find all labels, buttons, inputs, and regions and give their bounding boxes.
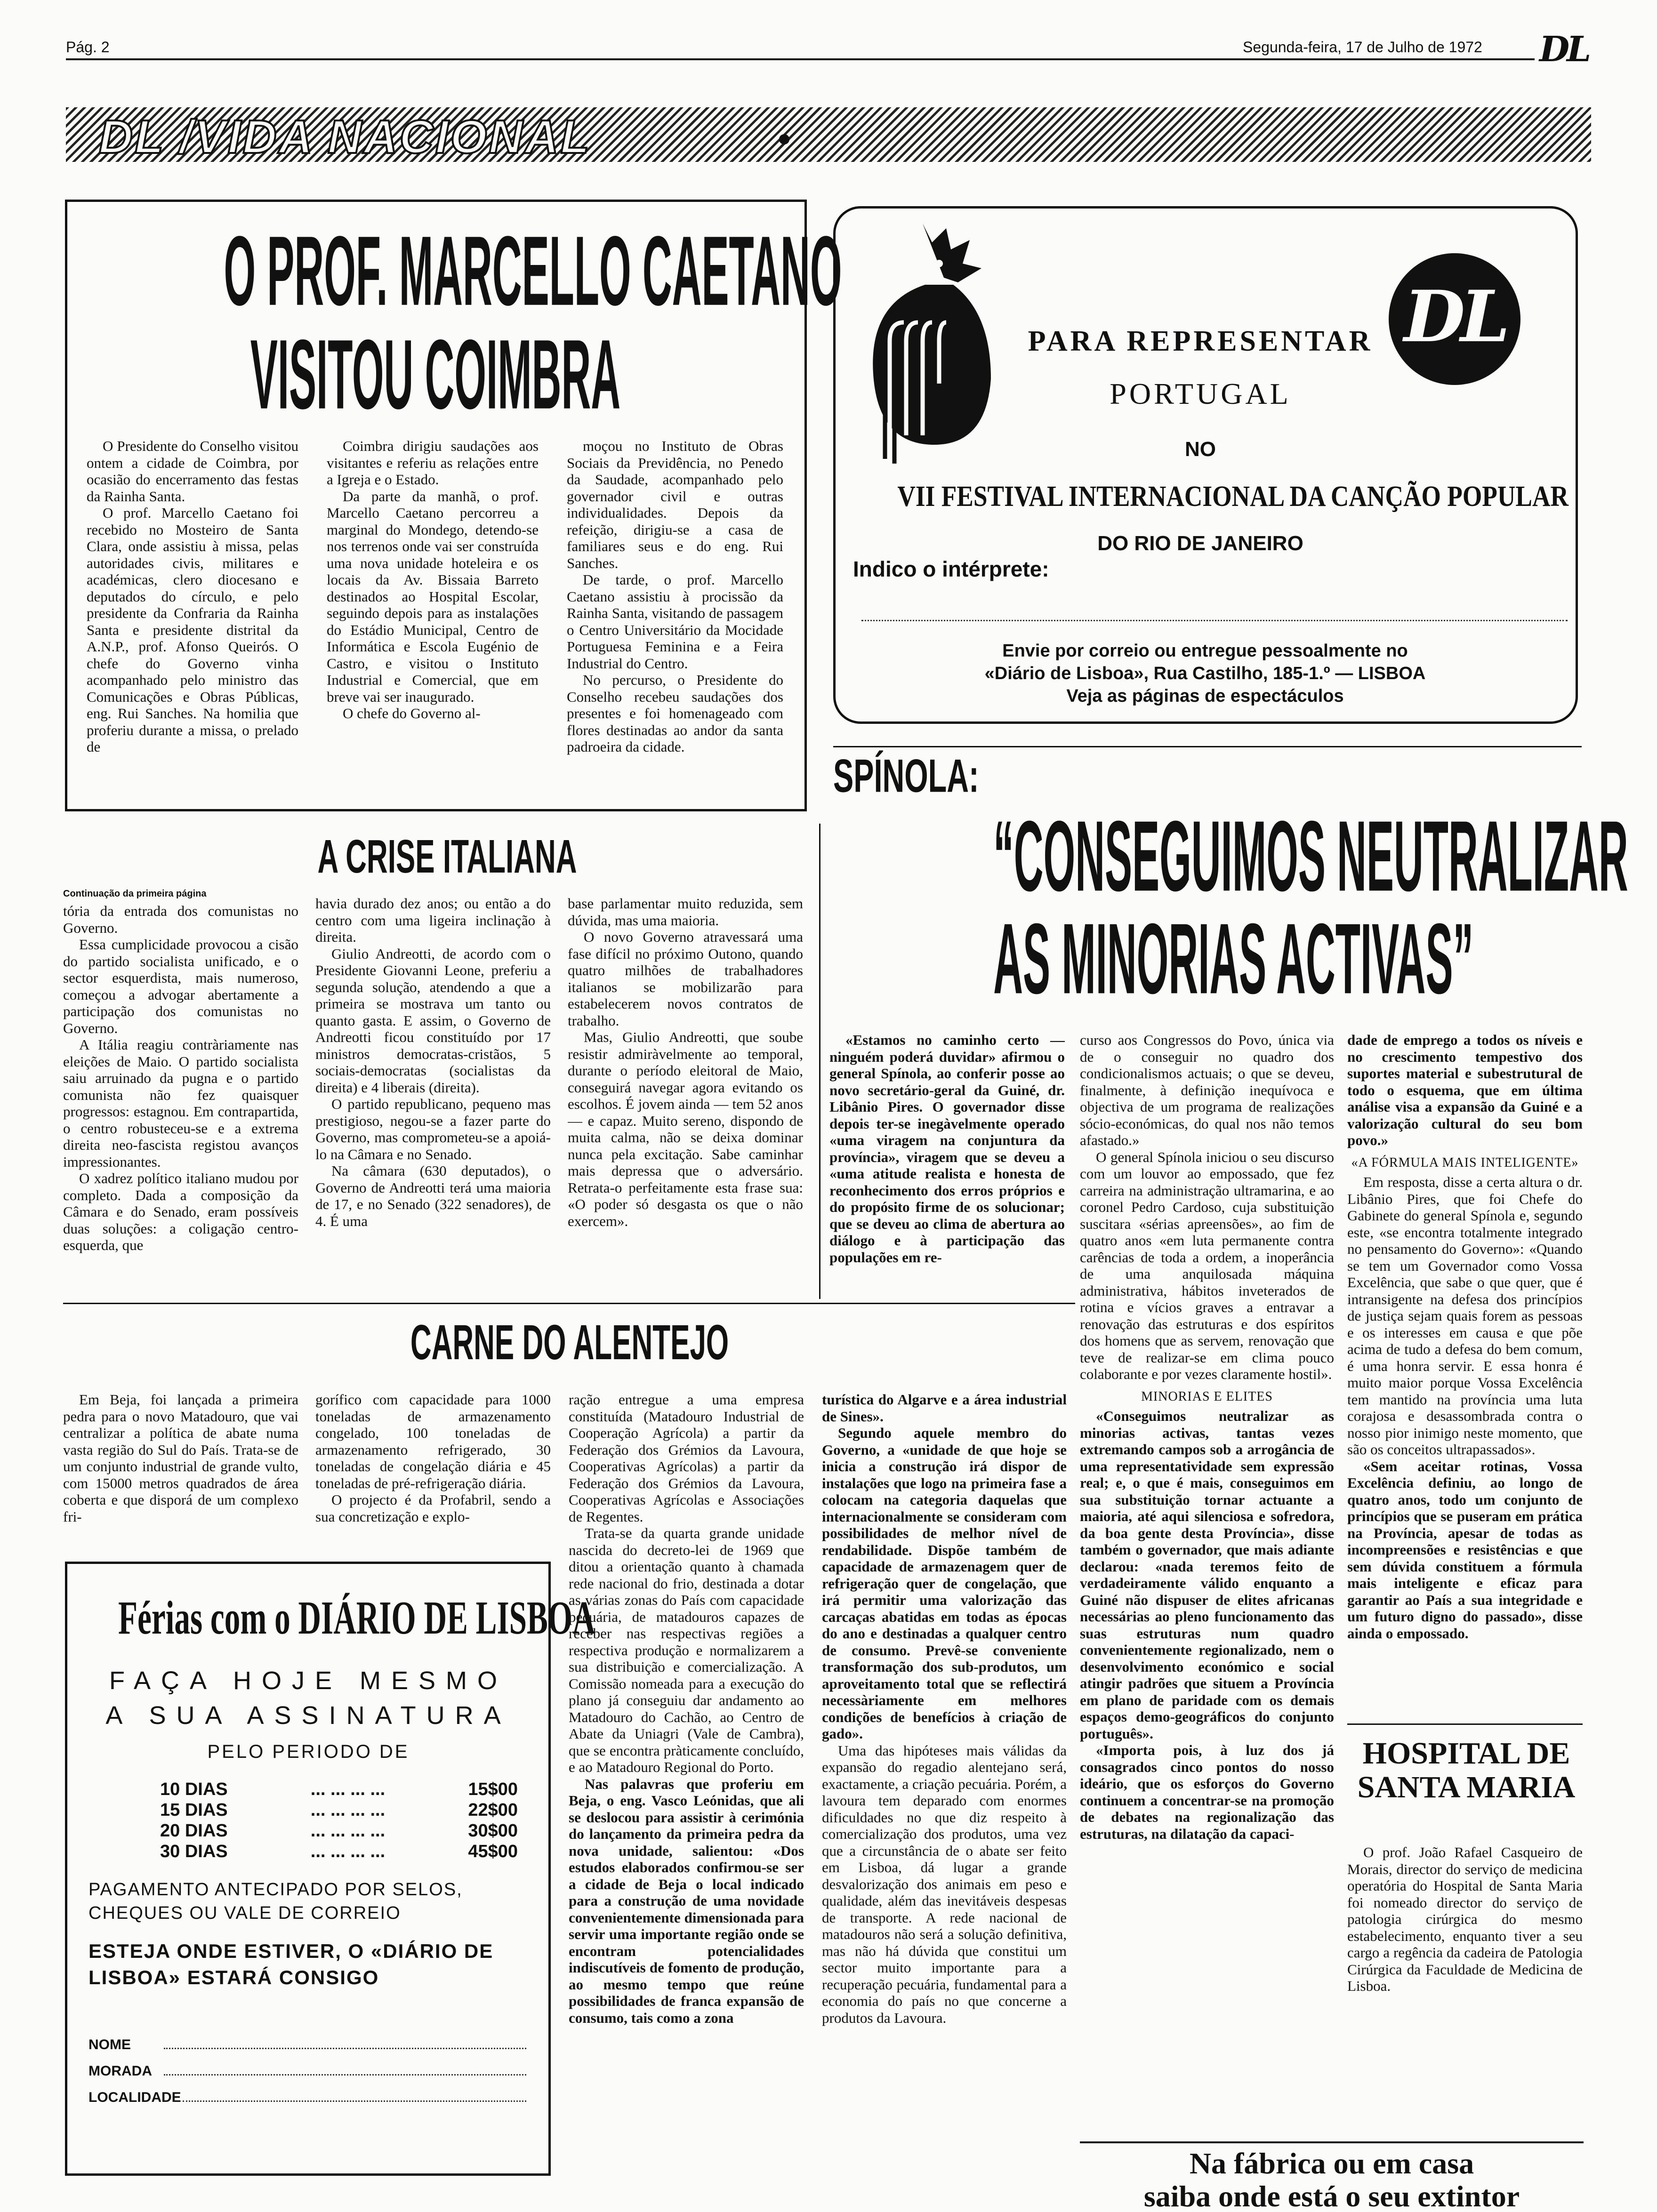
- caetano-column-3: [567, 438, 783, 800]
- festival-send-1: Envie por correio ou entregue pessoalmente no: [1002, 641, 1408, 661]
- caetano-column-1: [87, 438, 298, 800]
- caetano-title-line2: VISITOU COIMBRA: [250, 319, 621, 430]
- crise-column-2: [315, 895, 551, 1298]
- rule-main-divider: [819, 824, 820, 1299]
- extintor-line-1: Na fábrica ou em casa: [1189, 2147, 1474, 2180]
- subheading-formula: «A FÓRMULA MAIS INTELIGENTE»: [1351, 1155, 1579, 1170]
- ferias-line-3: PELO PERIODO DE: [207, 1741, 410, 1762]
- field-row-name: [88, 2037, 526, 2053]
- paragraph: Mas, Giulio Andreotti, que soube resistir admiràvelmente ao temporal, durante o período eleitoral de Maio, conseguirá navegar agora evitando os escolhos. É jovem ainda — tem 52 anos — e capaz. Muito sereno, dispondo de muita calma, não se deixa dominar nunca pela excitação. Sabe caminhar mais depressa que o adversário. Retrata-o perfeitamente esta frase sua: «O poder só desgasta os que o não exercem».: [568, 1029, 803, 1229]
- ferias-payment: PAGAMENTO ANTECIPADO POR SELOS, CHEQUES OU VALE DE CORREIO: [88, 1880, 463, 1923]
- paragraph: O general Spínola iniciou o seu discurso com um louvor ao empossado, que fez carreira na administração ultramarina, e ao coronel Pedro Cardoso, cuja substituição suscitara «sérias apreensões», ao fim de quatro anos «em luta permanente contra carências de toda a ordem, a inoperância de uma anquilosada máquina administrativa, hábitos inveterados de rotina e vícios graves a entravar a renovação das estruturas e dos espíritos dos homens que as servem, renovação que teve de realizar-se em clima pouco colaborante e por vezes claramente hostil».: [1080, 1148, 1334, 1382]
- paragraph: No percurso, o Presidente do Conselho recebeu saudações dos presentes e foi homenageado com flores destinadas ao andor da santa padroeira da cidade.: [567, 672, 783, 755]
- festival-performer-field[interactable]: [861, 612, 1568, 621]
- crise-column-3: [568, 895, 803, 1298]
- ferias-line-1: FAÇA HOJE MESMO: [109, 1667, 508, 1695]
- paragraph: ração entregue a uma empresa constituída (Matadouro Industrial de Cooperação Agrícola) a partir da Federação dos Grémios da Lavoura, Cooperativas Agrícolas) a partir da Federação dos Grémios da Lavoura, Cooperativas Agrícolas e Associações de Regentes.: [569, 1391, 804, 1525]
- paragraph: Essa cumplicidade provocou a cisão do partido socialista unificado, e o sector esquerdista, mais numeroso, começou a advogar abertamente a participação dos comunistas no Governo.: [63, 936, 298, 1036]
- locality-field[interactable]: [183, 2092, 526, 2102]
- festival-prompt: Indico o intérprete:: [853, 557, 1049, 581]
- price-value: 22$00: [468, 1800, 518, 1820]
- ferias-form: [88, 2037, 526, 2116]
- paragraph: Uma das hipóteses mais válidas da expansão do regadio alentejano será, exactamente, a criação pecuária. Porém, a lavoura tem deparado com enormes dificuldades no que diz respeito à comercialização dos produtos, uma vez que a circunstância de o abate ser feito em Lisboa, dá lugar a grande desvalorização dos animais em peso e qualidade, além das inevitáveis despesas de transporte. A rede nacional de matadouros não será a solução definitiva, mas não há dúvida que constitui um sector muito importante para a recuperação pecuária, fundamental para a economia do país no que concerne a produtos da Lavoura.: [822, 1742, 1067, 2026]
- rooster-icon: [847, 214, 998, 478]
- paragraph: turística do Algarve e a área industrial de Sines».: [822, 1391, 1067, 1425]
- masthead-logo: DL: [1539, 29, 1589, 70]
- paragraph: O novo Governo atravessará uma fase difícil no próximo Outono, quando quatro milhões de trabalhadores italianos se mobilizarão para estabelecerem novos contratos de trabalho.: [568, 929, 803, 1029]
- paragraph: gorífico com capacidade para 1000 toneladas de armazenamento congelado, 100 toneladas de armazenamento refrigerado, 30 toneladas de congelação diária e 45 toneladas de pré-refrigeração diária.: [315, 1391, 551, 1491]
- price-row: [160, 1779, 518, 1800]
- paragraph: curso aos Congressos do Povo, única via de o conseguir no quadro dos condicionalismos actuais; o que se deveu, finalmente, à definição inequívoca e objectiva de um programa de realizações sócio-económicas, do qual nos não temos afastado.»: [1080, 1032, 1334, 1148]
- paragraph: O partido republicano, pequeno mas prestigioso, negou-se a fazer parte do Governo, mas comprometeu-se a apoiá-lo na Câmara e no Senado.: [315, 1096, 551, 1162]
- price-dots: ... ... ... ...: [310, 1842, 386, 1861]
- paragraph: O projecto é da Profabril, sendo a sua concretização e explo-: [315, 1491, 551, 1525]
- paragraph: Coimbra dirigiu saudações aos visitantes e referiu as relações entre a Igreja e o Estado.: [327, 438, 539, 488]
- address-field[interactable]: [164, 2066, 526, 2076]
- paragraph: tória da entrada dos comunistas no Governo.: [63, 903, 298, 936]
- spinola-title-line1: “CONSEGUIMOS NEUTRALIZAR: [993, 800, 1628, 912]
- paragraph: Giulio Andreotti, de acordo com o Presidente Giovanni Leone, preferiu a segunda solução, atendendo a que a primeira se mostrava um tanto ou quanto gasta. E assim, o Governo de Andreotti ficou constituído por 17 ministros democratas-cristãos, 5 sociais-democratas (socialistas da direita) e 4 liberais (direita).: [315, 945, 551, 1096]
- caetano-column-2: [327, 438, 539, 800]
- rule-crise-bottom: [63, 1303, 1075, 1304]
- bullet-dot: [779, 134, 789, 144]
- paragraph: A Itália reagiu contràriamente nas eleições de Maio. O partido socialista saiu arruinado da pugna e o partido comunista não fez quaisquer progressos: estagnou. Em contrapartida, o centro robusteceu-se e a extrema direita neo-fascista registou avanços impressionantes.: [63, 1036, 298, 1170]
- paragraph: De tarde, o prof. Marcello Caetano assistiu à procissão da Rainha Santa, visitando de passagem o Centro Universitário da Mocidade Portuguesa Feminina e a Feira Industrial do Centro.: [567, 571, 783, 672]
- section-title: DL /VIDA NACIONAL: [99, 111, 591, 163]
- price-row: [160, 1800, 518, 1820]
- ferias-title: Férias com o DIÁRIO DE LISBOA: [118, 1592, 595, 1644]
- paragraph: Em resposta, disse a certa altura o dr. Libânio Pires, que foi Chefe do Gabinete do general Spínola e, segundo este, «se encontra totalmente integrado no pensamento do Governo»: «Quando se tem um Governador como Vossa Excelência, que sabe o que quer, que é intransigente na defesa dos princípios de justiça sejam quais forem as pessoas e os interesses em causa e que põe acima de tudo a defesa do bem comum, é uma honra servir. E essa honra é muito maior porque Vossa Excelência tem mantido na província uma luta corajosa e desassombrada contra o nosso pior inimigo neste momento, que são os conceitos ultrapassados».: [1347, 1174, 1583, 1458]
- paragraph: O chefe do Governo al-: [343, 705, 481, 721]
- ferias-price-list: [160, 1779, 518, 1862]
- ferias-line-2: A SUA ASSINATURA: [105, 1701, 511, 1730]
- price-row: [160, 1820, 518, 1841]
- price-value: 45$00: [468, 1842, 518, 1861]
- festival-line-5: DO RIO DE JANEIRO: [1097, 532, 1303, 555]
- price-period: 15 DIAS: [160, 1800, 228, 1820]
- carne-column-1: [63, 1391, 298, 1542]
- price-value: 30$00: [468, 1821, 518, 1841]
- festival-line-3: NO: [1185, 438, 1216, 461]
- spinola-title-line2: AS MINORIAS ACTIVAS”: [993, 902, 1474, 1015]
- paragraph: moçou no Instituto de Obras Sociais da Previdência, no Penedo da Saudade, acompanhado pelo governador civil e outras individualidades. Depois da refeição, dirigiu-se a casa de familiares seus e do eng. Rui Sanches.: [567, 438, 783, 571]
- field-label: NOME: [88, 2037, 131, 2052]
- paragraph: Em Beja, foi lançada a primeira pedra para o novo Matadouro, que vai centralizar a política de abate numa vasta região do Sul do País. Trata-se de um conjunto industrial de grande vulto, com 15000 metros quadrados de área coberta e que disporá de um complexo fri-: [63, 1391, 298, 1525]
- page-number: Pág. 2: [66, 39, 110, 56]
- paragraph: Nas palavras que proferiu em Beja, o eng. Vasco Leónidas, que ali se deslocou para assistir à cerimónia do lançamento da primeira pedra da nova unidade, salientou: «Dos estudos elaborados confirmou-se ser a cidade de Beja o local indicado para a construção de uma novidade convenientemente dimensionada para servir uma importante região onde se encontram potencialidades indiscutíveis de fomento de produção, ao mesmo tempo que reúne possibilidades de franca expansão de consumo, tais como a zona: [569, 1775, 804, 2026]
- rule-spinola-top: [833, 746, 1582, 747]
- price-dots: ... ... ... ...: [310, 1800, 386, 1820]
- subheading-minorias: MINORIAS E ELITES: [1141, 1389, 1273, 1404]
- rule-hospital-top: [1347, 1723, 1583, 1725]
- hospital-body: [1347, 1844, 1583, 2060]
- rule-extintor-top: [1080, 2141, 1584, 2143]
- carne-title: CARNE DO ALENTEJO: [410, 1314, 729, 1370]
- price-row: [160, 1841, 518, 1862]
- crise-continued: Continuação da primeira página: [63, 889, 207, 899]
- caetano-title-line1: O PROF. MARCELLO CAETANO: [224, 215, 842, 326]
- price-period: 20 DIAS: [160, 1821, 228, 1841]
- field-row-locality: [88, 2090, 526, 2106]
- masthead-rule: [66, 58, 1535, 60]
- paragraph: O xadrez político italiano mudou por completo. Dada a composição da Câmara e do Senado, eram possíveis duas soluções: a coligação centro-esquerda, que: [63, 1170, 298, 1253]
- field-label: LOCALIDADE: [88, 2090, 181, 2105]
- paragraph: Na câmara (630 deputados), o Governo de Andreotti terá uma maioria de 17, e no Senado (322 senadores), de 4. É uma: [315, 1162, 551, 1229]
- spinola-column-2: [1080, 1032, 1334, 2133]
- festival-line-1: PARA REPRESENTAR: [1028, 325, 1373, 357]
- field-label: MORADA: [88, 2063, 152, 2079]
- carne-column-4: [822, 1391, 1067, 2191]
- paragraph: O Presidente do Conselho visitou ontem a cidade de Coimbra, por ocasião do encerramento das festas da Rainha Santa.: [87, 438, 298, 505]
- spinola-column-1: [829, 1032, 1065, 1314]
- festival-logo-text: DL: [1404, 275, 1505, 358]
- spinola-column-3: [1347, 1032, 1583, 1719]
- paragraph: O prof. Marcello Caetano foi recebido no Mosteiro de Santa Clara, onde assistiu à missa, pelas autoridades civis, militares e académicas, clero diocesano e deputados do círculo, e pelo presidente da Confraria da Rainha Santa e presidente distrital da A.N.P., prof. Afonso Queirós. O chefe do Governo vinha acompanhado pelo ministro das Comunicações e Obras Públicas, eng. Rui Sanches. Na homilia que proferiu durante a missa, o prelado de: [87, 505, 298, 755]
- price-dots: ... ... ... ...: [310, 1779, 386, 1799]
- festival-send-2: «Diário de Lisboa», Rua Castilho, 185-1.º — LISBOA: [984, 664, 1426, 683]
- festival-line-4: VII FESTIVAL INTERNACIONAL DA CANÇÃO POPULAR: [897, 481, 1569, 513]
- paragraph: base parlamentar muito reduzida, sem dúvida, mas uma maioria.: [568, 895, 803, 929]
- crise-title: A CRISE ITALIANA: [317, 830, 577, 883]
- issue-date: Segunda-feira, 17 de Julho de 1972: [1243, 39, 1482, 56]
- ferias-slogan: ESTEJA ONDE ESTIVER, O «DIÁRIO DE LISBOA» ESTARÁ CONSIGO: [88, 1940, 494, 1988]
- paragraph: Trata-se da quarta grande unidade nascida do decreto-lei de 1969 que ditou a orientação quanto à chamada rede nacional do frio, destinada a dotar as várias zonas do País com capacidade pecuária, de matadouros capazes de receber nas respectivas regiões a respectiva produção e normalizarem a sua distribuição e comercialização. A Comissão nomeada para a execução do plano já conseguiu dar andamento ao Matadouro do Cachão, ao Centro de Abate da Uniagri (Vale de Cambra), que se encontra pràticamente concluído, e ao Matadouro Regional do Porto.: [569, 1525, 804, 1775]
- field-row-address: [88, 2063, 526, 2079]
- festival-line-2: PORTUGAL: [1110, 377, 1291, 410]
- carne-column-2: [315, 1391, 551, 1542]
- paragraph: dade de emprego a todos os níveis e no crescimento tempestivo dos suportes material e subestrutural de todo o esquema, que em última análise visa a expansão da Guiné e a valorização cultural do seu bom povo.»: [1347, 1032, 1583, 1148]
- paragraph: «Importa pois, à luz dos já consagrados cinco pontos do nosso ideário, que os esforços do Governo continuem a concentrar-se na promoção de debates na regionalização das estruturas, na dilatação da capaci-: [1080, 1742, 1334, 1842]
- price-period: 30 DIAS: [160, 1842, 228, 1861]
- paragraph: «Conseguimos neutralizar as minorias activas, tantas vezes extremando campos sob a arrogância de uma representatividade sem expressão real; e, o que é mais, conseguimos em sua substituição tornar actuante a maioria, até aqui silenciosa e sofredora, da boa gente desta Província», disse também o governador, que mais adiante declarou: «nada teremos feito de verdadeiramente válido enquanto a Guiné não dispuser de elites africanas necessárias ao pleno funcionamento das suas estruturas num quadro convenientemente regionalizado, nem o desenvolvimento económico e social atingir padrões que situem a Província em plano de paridade com os demais espaços demo-geográficos do conjunto português».: [1080, 1408, 1334, 1742]
- paragraph: «Estamos no caminho certo — ninguém poderá duvidar» afirmou o general Spínola, ao conferir posse ao novo secretário-geral da Guiné, dr. Libânio Pires. O governador disse depois ter-se inegàvelmente operado «uma viragem na conjuntura da província», viragem que se deveu a «uma atitude realista e honesta de reconhecimento dos erros próprios e do propósito firme de os solucionar; que se deveu ao clima de abertura ao diálogo e à participação das populações em re-: [829, 1032, 1065, 1266]
- spinola-kicker: SPÍNOLA:: [833, 750, 979, 802]
- paragraph: «Sem aceitar rotinas, Vossa Excelência definiu, ao longo de quatro anos, todo um conjunto de princípios que se puseram em prática na Província, apesar de todas as incompreensões e resistências e que sem dúvida constituem a fórmula mais inteligente e eficaz para garantir ao País a sua integridade e um futuro digno do passado», disse ainda o empossado.: [1347, 1458, 1583, 1642]
- price-dots: ... ... ... ...: [310, 1821, 386, 1841]
- carne-column-3: [569, 1391, 804, 2191]
- price-value: 15$00: [468, 1779, 518, 1799]
- festival-send-3: Veja as páginas de espectáculos: [1066, 686, 1344, 706]
- paragraph: Da parte da manhã, o prof. Marcello Caetano percorreu a marginal do Mondego, detendo-se nos terrenos onde vai ser construída uma nova unidade hoteleira e os locais da Av. Bissaia Barreto destinados ao Hospital Escolar, seguindo depois para as instalações do Estádio Municipal, Centro de Informática e Escola Eugénio de Castro, e visitou o Instituto Industrial e Comercial, que em breve vai ser inaugurado.: [327, 488, 539, 705]
- hospital-title: HOSPITAL DE SANTA MARIA: [1357, 1736, 1576, 1804]
- paragraph: havia durado dez anos; ou então a do centro com uma ligeira inclinação à direita.: [315, 895, 551, 945]
- paragraph: Segundo aquele membro do Governo, a «unidade de que hoje se inicia a construção irá dispor de instalações que logo na primeira fase a colocam na categoria daquelas que internacionalmente se consideram com possibilidades de melhor nível de rendabilidade. Dispõe também de capacidade de armazenagem quer de refrigeração quer de congelação, que irá permitir uma valorização das carcaças abatidas em todas as épocas do ano e destinadas a qualquer centro de consumo. Prevê-se conveniente transformação dos sub-produtos, um aproveitamento total que se reflectirá necessàriamente em melhores condições de benefícios à criação de gado».: [822, 1425, 1067, 1742]
- price-period: 10 DIAS: [160, 1779, 228, 1799]
- paragraph: O prof. João Rafael Casqueiro de Morais, director do serviço de medicina operatória do Hospital de Santa Maria foi nomeado director do serviço de patologia cirúrgica do mesmo estabelecimento, enquanto tiver a seu cargo a regência da cadeira de Patologia Cirúrgica da Faculdade de Medicina de Lisboa.: [1347, 1844, 1583, 1994]
- name-field[interactable]: [164, 2040, 526, 2049]
- crise-column-1: [63, 903, 298, 1298]
- extintor-line-2: saiba onde está o seu extintor: [1143, 2180, 1520, 2212]
